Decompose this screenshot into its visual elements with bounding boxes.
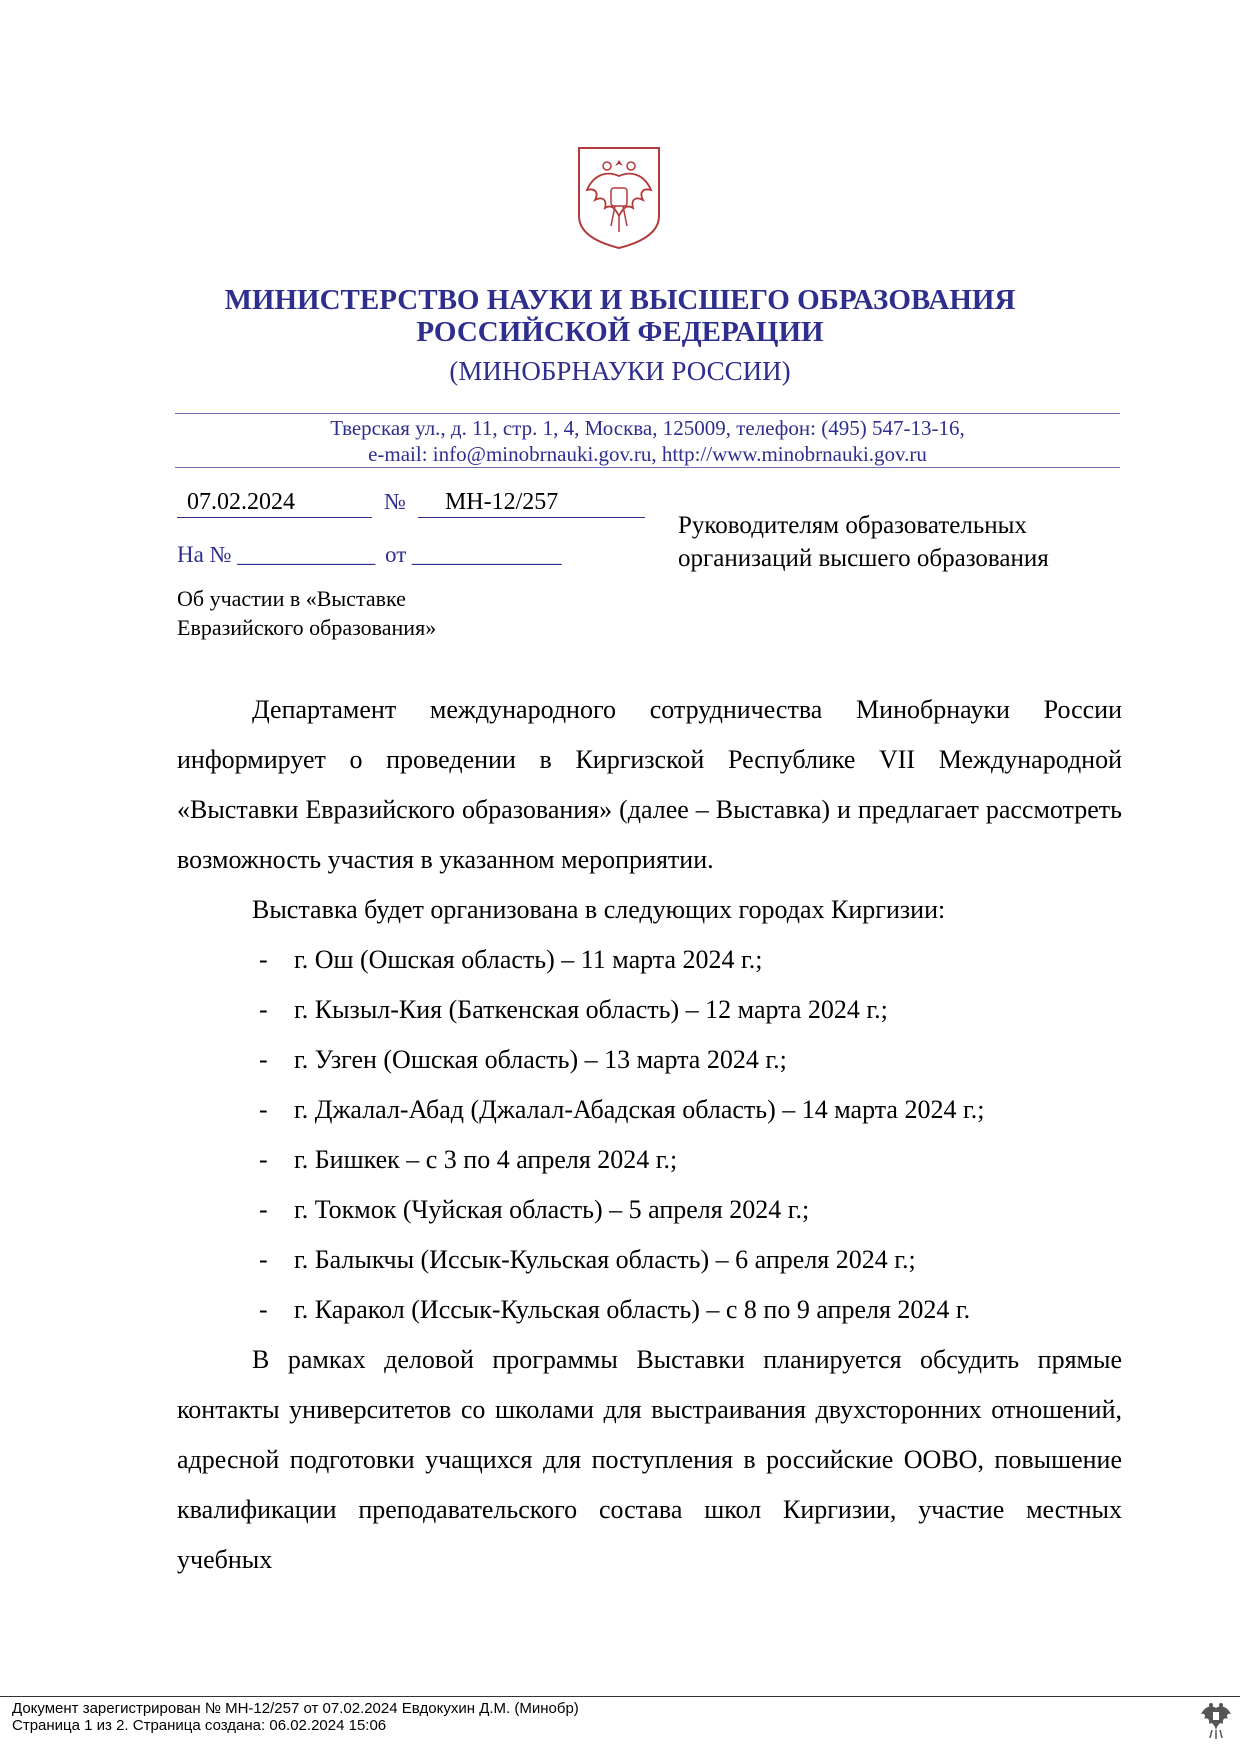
registration-date: 07.02.2024 xyxy=(177,487,372,518)
registration-row xyxy=(177,487,645,518)
list-item: - г. Джалал-Абад (Джалал-Абадская область) – 14 марта 2024 г.; xyxy=(177,1085,1122,1135)
footer-line1: Документ зарегистрирован № МН-12/257 от 07.02.2024 Евдокухин Д.М. (Минобр) xyxy=(12,1700,579,1717)
addressee-line1: Руководителям образовательных xyxy=(678,512,1027,539)
list-item: - г. Каракол (Иссык-Кульская область) – с 8 по 9 апреля 2024 г. xyxy=(177,1285,1122,1335)
header-top-rule xyxy=(175,413,1120,414)
letter-body xyxy=(177,685,1122,1585)
registration-number: МН-12/257 xyxy=(418,487,645,518)
reply-from-label: от xyxy=(385,542,407,567)
addressee xyxy=(678,509,1118,575)
subject-line1: Об участии в «Выставке xyxy=(177,586,406,611)
ministry-name-line1: МИНИСТЕРСТВО НАУКИ И ВЫСШЕГО ОБРАЗОВАНИЯ xyxy=(224,284,1016,316)
list-item: - г. Бишкек – с 3 по 4 апреля 2024 г.; xyxy=(177,1135,1122,1185)
bullet-dash: - xyxy=(259,995,268,1024)
bullet-dash: - xyxy=(259,1145,268,1174)
bullet-dash: - xyxy=(259,1045,268,1074)
list-item: - г. Ош (Ошская область) – 11 марта 2024 г.; xyxy=(177,935,1122,985)
body-paragraph-1: Департамент международного сотрудничества Минобрнауки России информирует о проведении в Киргизской Республике VII Международной «Выставки Евразийского образования» (далее – Выставка) и предлагает рассмотреть возможность участия в указанном мероприятии. xyxy=(177,695,1122,874)
footer-line2: Страница 1 из 2. Страница создана: 06.02.2024 15:06 xyxy=(12,1717,387,1734)
subject-line2: Евразийского образования» xyxy=(177,615,437,640)
contact-block xyxy=(175,415,1120,467)
header-bottom-rule xyxy=(175,467,1120,468)
reply-number-blank: ____________ xyxy=(237,542,376,567)
reply-row xyxy=(177,540,562,570)
subject xyxy=(177,584,537,642)
body-paragraph-2: Выставка будет организована в следующих городах Киргизии: xyxy=(252,895,946,924)
city-list xyxy=(177,935,1122,1335)
number-label: № xyxy=(384,489,406,514)
bullet-dash: - xyxy=(259,1245,268,1274)
list-item: - г. Узген (Ошская область) – 13 марта 2024 г.; xyxy=(177,1035,1122,1085)
list-item: - г. Кызыл-Кия (Баткенская область) – 12 марта 2024 г.; xyxy=(177,985,1122,1035)
bullet-dash: - xyxy=(259,945,268,974)
eagle-emblem-icon xyxy=(1198,1700,1234,1740)
ministry-name xyxy=(0,284,1240,348)
bullet-dash: - xyxy=(259,1295,268,1324)
list-item: - г. Токмок (Чуйская область) – 5 апреля 2024 г.; xyxy=(177,1185,1122,1235)
reply-label: На № xyxy=(177,542,232,567)
addressee-line2: организаций высшего образования xyxy=(678,545,1049,572)
address-line: Тверская ул., д. 11, стр. 1, 4, Москва, 125009, телефон: (495) 547-13-16, xyxy=(330,416,965,440)
bullet-dash: - xyxy=(259,1095,268,1124)
email-line: e-mail: info@minobrnauki.gov.ru, http://www.minobrnauki.gov.ru xyxy=(368,442,927,466)
ministry-name-line2: РОССИЙСКОЙ ФЕДЕРАЦИИ xyxy=(416,316,824,348)
list-item: - г. Балыкчы (Иссык-Кульская область) – 6 апреля 2024 г.; xyxy=(177,1235,1122,1285)
body-paragraph-3: В рамках деловой программы Выставки планируется обсудить прямые контакты университетов со школами для выстраивания двухсторонних отношений, адресной подготовки учащихся для поступления в российские ООВО, повышение квалификации преподавательского состава школ Киргизии, участие местных учебных xyxy=(177,1345,1122,1574)
ministry-short-name: (МИНОБРНАУКИ РОССИИ) xyxy=(449,356,791,386)
reply-date-blank: _____________ xyxy=(412,542,562,567)
registration-footer xyxy=(12,1700,579,1734)
russian-coat-of-arms-icon xyxy=(575,146,663,250)
footer-rule xyxy=(0,1696,1240,1697)
bullet-dash: - xyxy=(259,1195,268,1224)
